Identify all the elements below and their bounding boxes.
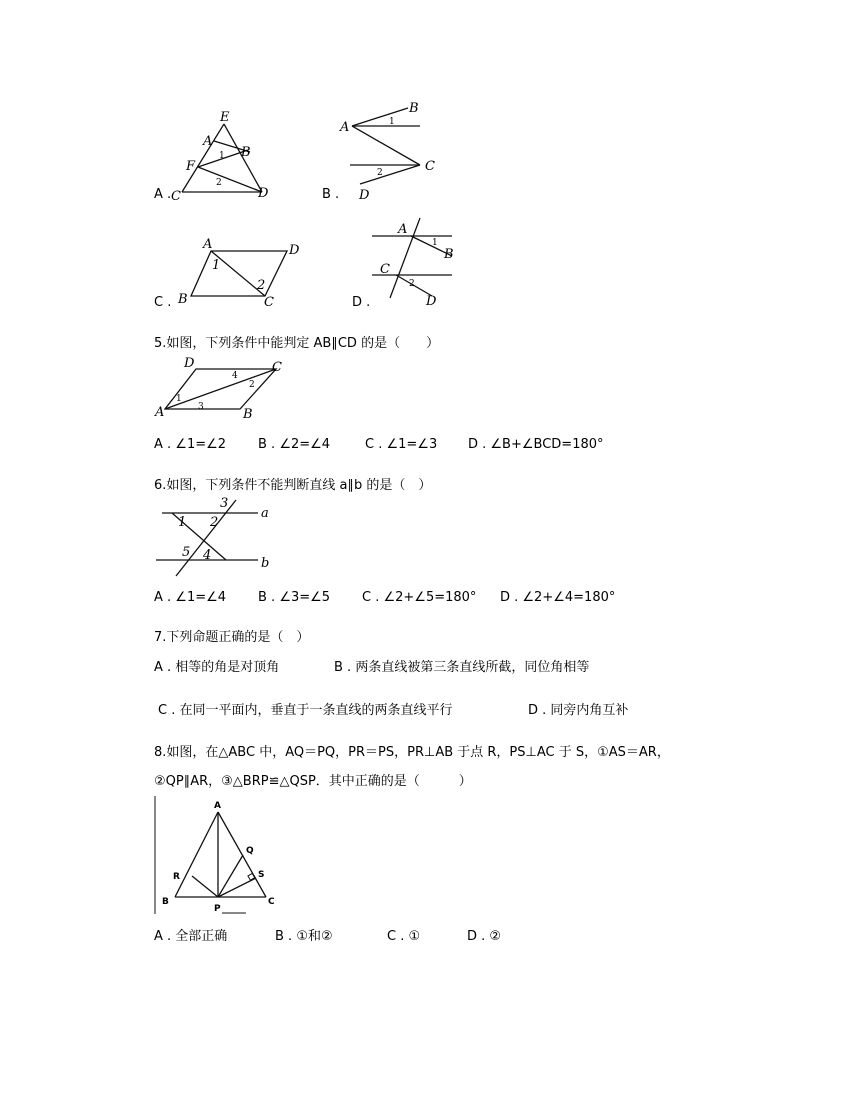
- q6-angle-2: 2: [210, 515, 219, 530]
- q6-angle-1: 1: [178, 515, 187, 530]
- q4d-pt-b: B: [444, 247, 454, 262]
- q5-stem: 5.如图，下列条件中能判定 AB∥CD 的是（ ）: [154, 336, 440, 351]
- q6-option-a[interactable]: A . ∠1=∠4: [154, 590, 227, 605]
- q6-option-b[interactable]: B . ∠3=∠5: [258, 590, 331, 605]
- q8-stem-line1: 8.如图，在△ABC 中，AQ＝PQ，PR＝PS，PR⊥AB 于点 R，PS⊥AC 于 S，①AS＝AR，: [154, 745, 670, 760]
- q5-angle-3: 3: [198, 402, 204, 412]
- q4-option-c-label[interactable]: C .: [154, 295, 172, 310]
- q4a-angle-2: 2: [216, 178, 222, 188]
- q5-option-b[interactable]: B . ∠2=∠4: [258, 437, 331, 452]
- q7-option-d[interactable]: D . 同旁内角互补: [528, 703, 629, 718]
- q4c-pt-a: A: [203, 237, 213, 252]
- q8-option-a[interactable]: A . 全部正确: [154, 929, 228, 944]
- q8-pt-c: C: [268, 897, 275, 907]
- q4a-pt-b: B: [241, 145, 251, 160]
- q4-option-d-label[interactable]: D .: [352, 295, 371, 310]
- q4c-pt-b: B: [178, 292, 188, 307]
- q6-angle-4: 4: [203, 548, 212, 563]
- q8-pt-p: P: [214, 904, 221, 914]
- q8-pt-b: B: [162, 897, 169, 907]
- q4b-angle-2: 2: [377, 168, 383, 178]
- q8-option-b[interactable]: B . ①和②: [275, 929, 333, 944]
- q8-pt-r: R: [173, 872, 180, 882]
- q4b-pt-d: D: [359, 188, 370, 203]
- q5-angle-1: 1: [176, 394, 182, 404]
- q6-line-a: a: [261, 506, 269, 521]
- q5-pt-d: D: [184, 356, 195, 371]
- q4c-angle-2: 2: [257, 278, 266, 293]
- q4b-pt-b: B: [409, 101, 419, 116]
- q4a-pt-f: F: [186, 159, 196, 174]
- q8-pt-q: Q: [246, 846, 254, 856]
- q4d-pt-c: C: [380, 262, 390, 277]
- q6-angle-3: 3: [220, 496, 229, 511]
- q4a-pt-d: D: [258, 186, 269, 201]
- q5-option-c[interactable]: C . ∠1=∠3: [365, 437, 438, 452]
- q4d-angle-1: 1: [432, 238, 438, 248]
- q7-option-a[interactable]: A . 相等的角是对顶角: [154, 660, 280, 675]
- q6-option-d[interactable]: D . ∠2+∠4=180°: [500, 590, 616, 605]
- q4a-pt-a: A: [203, 134, 213, 149]
- q5-angle-4: 4: [232, 371, 238, 381]
- q7-option-c[interactable]: C . 在同一平面内，垂直于一条直线的两条直线平行: [158, 703, 453, 718]
- q4c-angle-1: 1: [212, 258, 221, 273]
- q4b-pt-c: C: [425, 159, 435, 174]
- q6-angle-5: 5: [182, 545, 191, 560]
- q5-option-d[interactable]: D . ∠B+∠BCD=180°: [468, 437, 604, 452]
- q4-option-a-label[interactable]: A .: [154, 187, 172, 202]
- q7-stem: 7.下列命题正确的是（ ）: [154, 630, 310, 645]
- q4a-pt-c: C: [171, 189, 181, 204]
- q6-line-b: b: [261, 556, 270, 571]
- q5-option-a[interactable]: A . ∠1=∠2: [154, 437, 227, 452]
- q8-option-c[interactable]: C . ①: [387, 929, 421, 944]
- q4-option-b-label[interactable]: B .: [322, 187, 340, 202]
- q4d-pt-d: D: [426, 294, 437, 309]
- q8-pt-a: A: [214, 801, 221, 811]
- q8-pt-s: S: [258, 870, 265, 880]
- q5-pt-b: B: [243, 407, 253, 422]
- q5-angle-2: 2: [249, 380, 255, 390]
- q8-option-d[interactable]: D . ②: [467, 929, 502, 944]
- q6-stem: 6.如图，下列条件不能判断直线 a∥b 的是（ ）: [154, 478, 432, 493]
- q4d-pt-a: A: [398, 222, 408, 237]
- q7-option-b[interactable]: B . 两条直线被第三条直线所截，同位角相等: [334, 660, 590, 675]
- q4d-angle-2: 2: [409, 279, 415, 289]
- q5-pt-a: A: [155, 405, 165, 420]
- q6-option-c[interactable]: C . ∠2+∠5=180°: [362, 590, 477, 605]
- q8-stem-line2: ②QP∥AR，③△BRP≌△QSP．其中正确的是（ ）: [154, 774, 472, 789]
- q4c-pt-c: C: [264, 295, 274, 310]
- q4a-pt-e: E: [220, 110, 230, 125]
- q4b-angle-1: 1: [389, 117, 395, 127]
- q4a-angle-1: 1: [219, 151, 225, 161]
- q4c-pt-d: D: [289, 243, 300, 258]
- q4b-pt-a: A: [340, 120, 350, 135]
- q5-pt-c: C: [272, 360, 282, 375]
